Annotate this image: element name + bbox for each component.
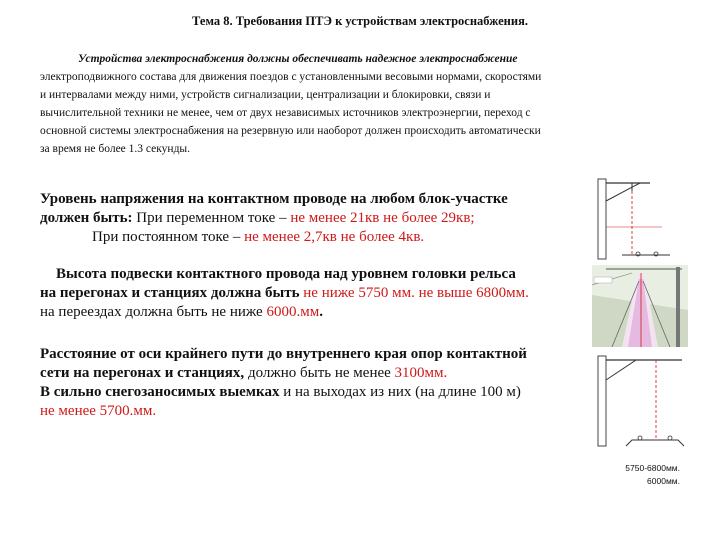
intro-line: за время не более 1.3 секунды. xyxy=(40,143,191,155)
voltage-section xyxy=(40,190,508,247)
clearance-diagram xyxy=(592,352,688,452)
track-perspective-image xyxy=(592,265,688,347)
distance-value: 3100мм. xyxy=(394,365,448,381)
ac-value: не менее 21кв не более 29кв; xyxy=(290,210,475,226)
intro-paragraph xyxy=(40,50,687,158)
voltage-prefix: должен быть: xyxy=(40,210,133,226)
snow-mid: и на выходах из них (на длине 100 м) xyxy=(283,384,521,400)
height-heading: Высота подвески контактного провода над уровнем головки рельса xyxy=(56,266,516,282)
intro-line: и интервалами между ними, устройств сигнализации, централизации и блокировки, связи и xyxy=(40,89,491,101)
voltage-heading: Уровень напряжения на контактном проводе на любом блок-участке xyxy=(40,191,508,207)
distance-section xyxy=(40,345,527,421)
distance-heading: Расстояние от оси крайнего пути до внутреннего края опор контактной xyxy=(40,346,527,362)
snow-prefix: В сильно снегозаносимых выемках xyxy=(40,384,280,400)
distance-prefix: сети на перегонах и станциях, xyxy=(40,365,245,381)
crossing-suffix: . xyxy=(319,304,323,320)
intro-line: электроподвижного состава для движения поездов с установленными весовыми нормами, скоростями xyxy=(40,71,542,83)
figure-caption xyxy=(596,462,680,488)
intro-lead: Устройства электроснабжения должны обеспечивать надежное электроснабжение xyxy=(78,53,518,65)
height-prefix: на перегонах и станциях должна быть xyxy=(40,285,300,301)
crossing-prefix: на переездах должна быть не ниже xyxy=(40,304,263,320)
dc-value: не менее 2,7кв не более 4кв. xyxy=(244,229,425,245)
intro-line: основной системы электроснабжения на резервную или наоборот должен происходить автоматически xyxy=(40,125,541,137)
ac-label: При переменном токе – xyxy=(136,210,287,226)
snow-value: не менее 5700.мм. xyxy=(40,403,157,419)
page-title: Тема 8. Требования ПТЭ к устройствам электроснабжения. xyxy=(192,14,528,28)
crossing-value: 6000.мм xyxy=(266,304,320,320)
catenary-support-diagram xyxy=(592,175,672,260)
height-value: не ниже 5750 мм. не выше 6800мм. xyxy=(303,285,529,301)
caption-crossing-height: 6000мм. xyxy=(647,476,680,486)
caption-height-range: 5750-6800мм. xyxy=(625,463,680,473)
dc-label: При постоянном токе – xyxy=(92,229,241,245)
height-section xyxy=(40,265,529,322)
intro-line: вычислительной техники не менее, чем от двух независимых источников электроэнергии, переход с xyxy=(40,107,531,119)
distance-mid: должно быть не менее xyxy=(247,365,391,381)
